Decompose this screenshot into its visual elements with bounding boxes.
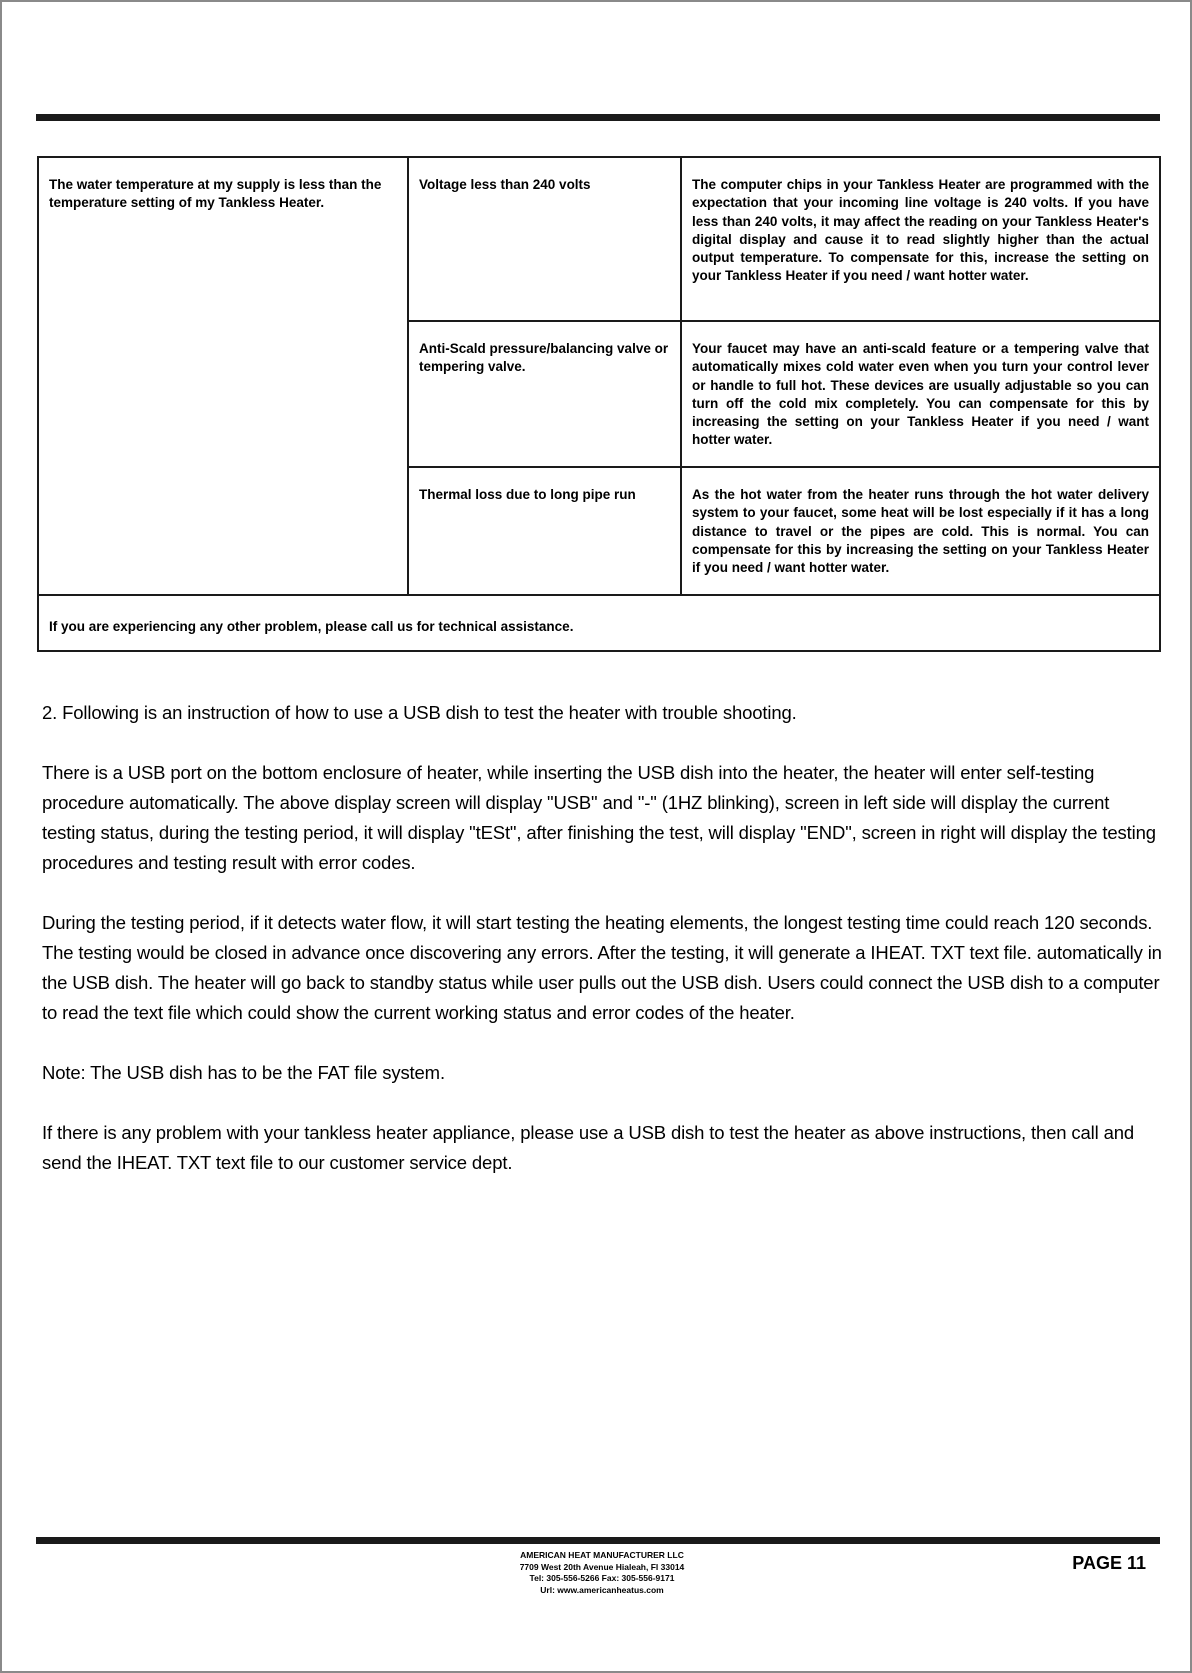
cause-cell: Thermal loss due to long pipe run xyxy=(408,467,681,595)
company-name: AMERICAN HEAT MANUFACTURER LLC xyxy=(520,1550,684,1560)
solution-cell: As the hot water from the heater runs through the hot water delivery system to your faucet, some heat will be lost especially if it has a long distance to travel or the pipes are cold. This is normal. You can compensate for this by increasing the setting on your Tankless Heater if you need / want hotter water. xyxy=(681,467,1160,595)
paragraph: If there is any problem with your tankless heater appliance, please use a USB dish to test the heater as above instructions, then call and send the IHEAT. TXT text file to our customer service dept. xyxy=(42,1122,1134,1173)
company-address: 7709 West 20th Avenue Hialeah, Fl 33014 xyxy=(519,1561,685,1572)
problem-cell: The water temperature at my supply is less than the temperature setting of my Tankless Heater. xyxy=(38,157,408,595)
paragraph: Note: The USB dish has to be the FAT file system. xyxy=(42,1062,445,1083)
company-url: Url: www.americanheatus.com xyxy=(540,1584,664,1595)
instructions-body xyxy=(42,698,1162,1208)
table-footer-row xyxy=(38,595,1160,651)
solution-cell: Your faucet may have an anti-scald feature or a tempering valve that automatically mixes cold water even when you turn your control lever or handle to full hot. These devices are usually adjustable so you can turn off the cold mix completely. You can compensate for this by increasing the setting on your Tankless Heater if you need / want hotter water. xyxy=(681,321,1160,467)
paragraph: There is a USB port on the bottom enclosure of heater, while inserting the USB dish into the heater, the heater will enter self-testing procedure automatically. The above display screen will display "USB" and "-" (1HZ blinking), screen in left side will display the current testing status, during the testing period, it will display "tESt", after finishing the test, will display "END", screen in right will display the testing procedures and testing result with error codes. xyxy=(42,762,1156,873)
table-footer-note: If you are experiencing any other problem, please call us for technical assistance. xyxy=(38,595,1160,651)
troubleshooting-table xyxy=(37,156,1161,652)
cause-cell: Voltage less than 240 volts xyxy=(408,157,681,321)
bottom-rule xyxy=(36,1537,1160,1544)
company-phone: Tel: 305-556-5266 Fax: 305-556-9171 xyxy=(529,1573,675,1583)
footer-address-block xyxy=(442,1550,762,1596)
cause-cell: Anti-Scald pressure/balancing valve or tempering valve. xyxy=(408,321,681,467)
paragraph: During the testing period, if it detects water flow, it will start testing the heating elements, the longest testing time could reach 120 seconds. The testing would be closed in advance once discovering any errors. After the testing, it will generate a IHEAT. TXT text file. automatically in the USB dish. The heater will go back to standby status while user pulls out the USB dish. Users could connect the USB dish to a computer to read the text file which could show the current working status and error codes of the heater. xyxy=(42,912,1162,1023)
solution-cell: The computer chips in your Tankless Heater are programmed with the expectation that your incoming line voltage is 240 volts. If you have less than 240 volts, it may affect the reading on your Tankless Heater's digital display and cause it to read slightly higher than the actual output temperature. To compensate for this, increase the setting on your Tankless Heater if you need / want hotter water. xyxy=(681,157,1160,321)
page-number: PAGE 11 xyxy=(1072,1553,1146,1573)
table-row xyxy=(38,157,1160,321)
paragraph: 2. Following is an instruction of how to use a USB dish to test the heater with trouble shooting. xyxy=(42,702,797,723)
top-rule xyxy=(36,114,1160,121)
